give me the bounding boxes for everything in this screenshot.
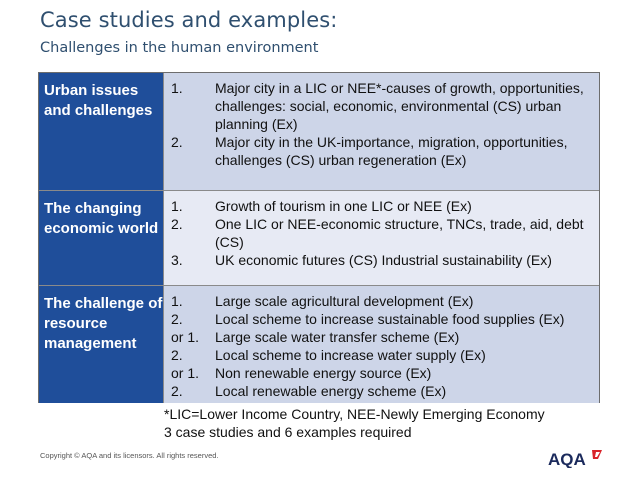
item-number: 2. [171, 383, 183, 399]
list-item [171, 310, 593, 328]
item-text: Major city in the UK-importance, migration, opportunities, challenges (CS) urban regeneration (Ex) [215, 134, 568, 168]
item-text: One LIC or NEE-economic structure, TNCs, trade, aid, debt (CS) [215, 216, 584, 250]
row-heading: The challenge of resource management [39, 286, 164, 403]
copyright-notice: Copyright © AQA and its licensors. All rights reserved. [40, 451, 219, 460]
logo-text: AQA [548, 450, 586, 468]
row-heading: The changing economic world [39, 191, 164, 286]
item-text: Large scale water transfer scheme (Ex) [215, 329, 460, 345]
list-item [171, 215, 593, 251]
list-item [171, 382, 593, 400]
item-text: Local scheme to increase sustainable food supplies (Ex) [215, 311, 565, 327]
footnote-line: 3 case studies and 6 examples required [164, 424, 412, 440]
list-item [171, 346, 593, 364]
item-text: Non renewable energy source (Ex) [215, 365, 432, 381]
footnote [164, 405, 545, 441]
list-item [171, 79, 593, 133]
item-number: or 1. [171, 329, 200, 345]
row-content [164, 286, 599, 403]
item-number: 2. [171, 347, 183, 363]
item-number: 3. [171, 252, 183, 268]
list-item [171, 133, 593, 169]
item-number: 1. [171, 293, 183, 309]
row-content [164, 73, 599, 190]
case-studies-table [38, 72, 600, 403]
row-content [164, 191, 599, 286]
page-subtitle: Challenges in the human environment [40, 40, 319, 56]
item-text: Growth of tourism in one LIC or NEE (Ex) [215, 198, 472, 214]
item-number: 2. [171, 216, 183, 232]
table-row-urban [39, 73, 599, 190]
item-text: Local renewable energy scheme (Ex) [215, 383, 447, 399]
list-item [171, 251, 593, 269]
row-heading: Urban issues and challenges [39, 73, 164, 190]
table-row-economic [39, 190, 599, 286]
page-title: Case studies and examples: [40, 8, 338, 32]
list-item [171, 292, 593, 310]
item-text: Major city in a LIC or NEE*-causes of growth, opportunities, challenges: social, economic, environmental (CS) urban planning (Ex) [215, 80, 584, 132]
item-number: 2. [171, 134, 183, 150]
list-item [171, 364, 593, 382]
item-number: or 1. [171, 365, 200, 381]
item-text: UK economic futures (CS) Industrial sustainability (Ex) [215, 252, 552, 268]
footnote-line: *LIC=Lower Income Country, NEE-Newly Emerging Economy [164, 406, 545, 422]
item-number: 1. [171, 80, 183, 96]
item-number: 1. [171, 198, 183, 214]
list-item [171, 328, 593, 346]
table-row-resource [39, 285, 599, 403]
item-text: Local scheme to increase water supply (Ex) [215, 347, 486, 363]
list-item [171, 197, 593, 215]
aqa-logo [546, 448, 606, 468]
item-number: 2. [171, 311, 183, 327]
item-text: Large scale agricultural development (Ex) [215, 293, 474, 309]
